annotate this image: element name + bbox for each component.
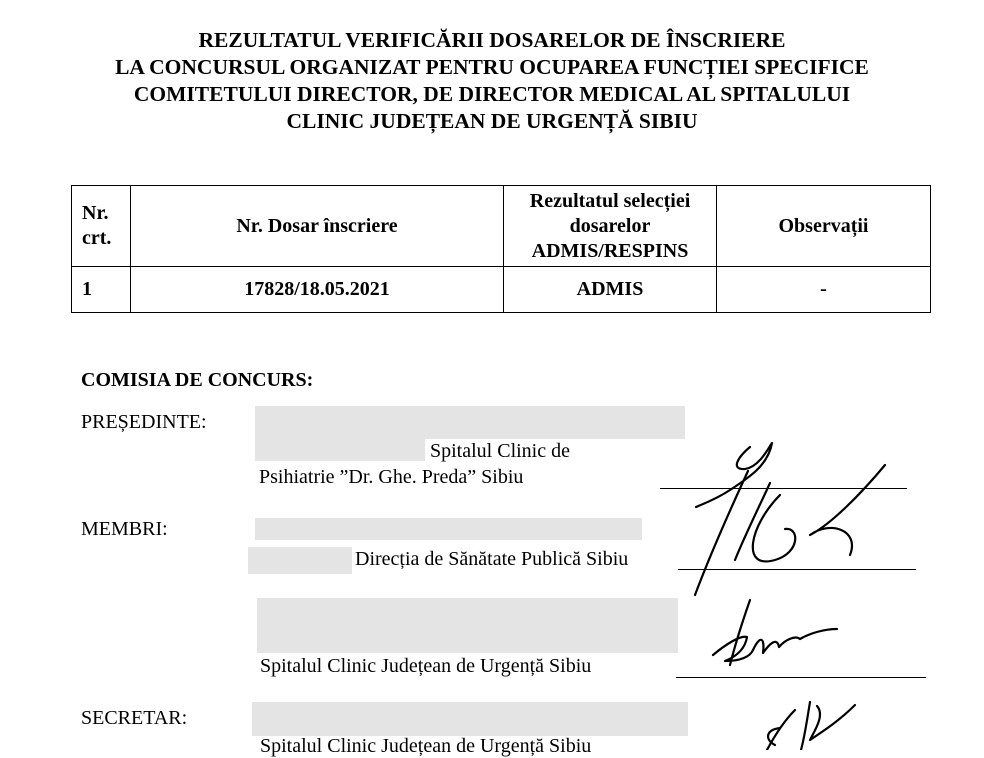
institution-membru-1: Direcția de Sănătate Publică Sibiu [355,548,629,570]
header-rezultat: Rezultatul selecției dosarelor ADMIS/RESPINS [504,186,717,267]
commission-heading: COMISIA DE CONCURS: [81,369,314,391]
signature-membru-2 [705,595,845,675]
redacted-name-presedinte [255,406,685,439]
role-presedinte: PREȘEDINTE: [81,411,207,433]
table-header-row [72,186,931,267]
redacted-name-secretar [252,702,688,736]
signature-secretar [755,700,875,750]
cell-nr: 1 [72,267,131,313]
title-line-1: REZULTATUL VERIFICĂRII DOSARELOR DE ÎNSCRIERE [198,28,786,52]
signature-presedinte-membru-1 [690,435,900,605]
title-line-3: COMITETULUI DIRECTOR, DE DIRECTOR MEDICAL AL SPITALULUI [133,82,851,106]
title-line-2: LA CONCURSUL ORGANIZAT PENTRU OCUPAREA FUNCȚIEI SPECIFICE [115,55,869,79]
redacted-name-presedinte-cont [255,439,425,461]
redacted-name-membru-1 [255,518,642,540]
signature-line-membru-2 [676,677,926,678]
title-line-4: CLINIC JUDEȚEAN DE URGENȚĂ SIBIU [286,109,698,133]
role-membri: MEMBRI: [81,518,168,540]
results-table [71,185,931,313]
redacted-name-membru-2 [257,598,678,653]
cell-observatii: - [717,267,931,313]
institution-presedinte-2: Psihiatrie ”Dr. Ghe. Preda” Sibiu [259,466,524,488]
institution-secretar: Spitalul Clinic Județean de Urgență Sibiu [260,735,592,757]
institution-presedinte-1: Spitalul Clinic de [430,440,570,462]
cell-rezultat: ADMIS [504,267,717,313]
institution-membru-2: Spitalul Clinic Județean de Urgență Sibiu [260,655,592,677]
document-title [0,27,984,135]
cell-dosar: 17828/18.05.2021 [131,267,504,313]
table-row [72,267,931,313]
header-nr-dosar: Nr. Dosar înscriere [131,186,504,267]
header-nr-crt: Nr. crt. [72,186,131,267]
redacted-name-membru-1-cont [248,547,352,574]
role-secretar: SECRETAR: [81,707,188,729]
header-observatii: Observații [717,186,931,267]
